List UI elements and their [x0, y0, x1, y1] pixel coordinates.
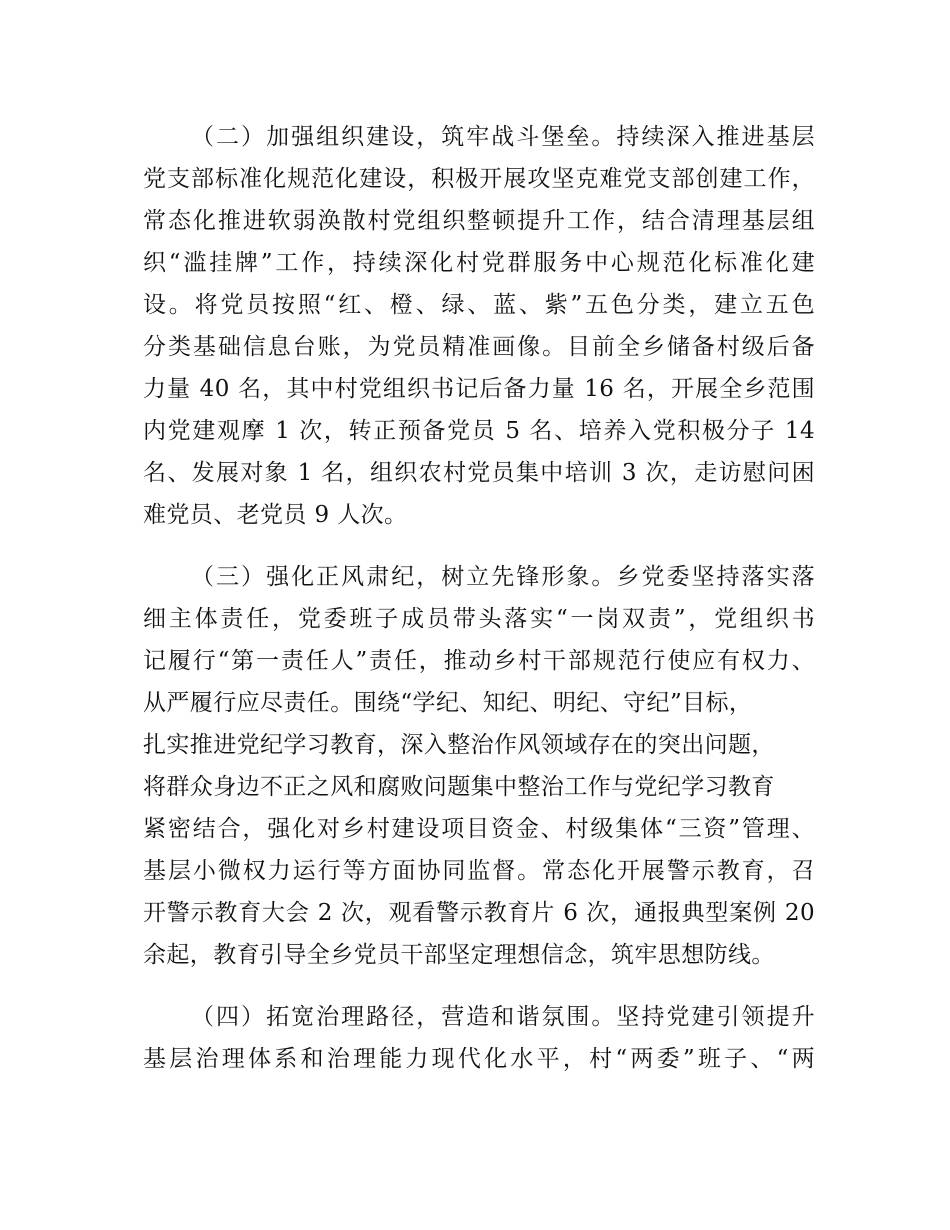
- text-line: 内党建观摩 1 次，转正预备党员 5 名、培养入党积极分子 14: [143, 418, 815, 444]
- text-line: 记履行“第一责任人”责任，推动乡村干部规范行使应有权力、: [143, 648, 815, 674]
- text-line: 难党员、老党员 9 人次。: [143, 502, 408, 528]
- text-line: 分类基础信息台账，为党员精准画像。目前全乡储备村级后备: [143, 334, 815, 360]
- text-line: 党支部标准化规范化建设，积极开展攻坚克难党支部创建工作，: [143, 166, 815, 192]
- text-line: 常态化推进软弱涣散村党组织整顿提升工作，结合清理基层组: [143, 208, 815, 234]
- text-line: 基层治理体系和治理能力现代化水平，村“两委”班子、“两: [143, 1046, 815, 1072]
- text-line: 力量 40 名，其中村党组织书记后备力量 16 名，开展全乡范围: [143, 376, 815, 402]
- text-line: 名、发展对象 1 名，组织农村党员集中培训 3 次，走访慰问困: [143, 460, 815, 486]
- paragraph-governance: [143, 996, 815, 1080]
- text-line: 将群众身边不正之风和腐败问题集中整治工作与党纪学习教育: [143, 774, 775, 800]
- text-line: 基层小微权力运行等方面协同监督。常态化开展警示教育，召: [143, 858, 815, 884]
- text-line: 织“滥挂牌”工作，持续深化村党群服务中心规范化标准化建: [143, 250, 815, 276]
- text-line: 设。将党员按照“红、橙、绿、蓝、紫”五色分类，建立五色: [143, 292, 815, 318]
- text-line: 余起，教育引导全乡党员干部坚定理想信念，筑牢思想防线。: [143, 942, 775, 968]
- text-line: 细主体责任，党委班子成员带头落实“一岗双责”，党组织书: [143, 606, 815, 632]
- paragraph-spacer: [143, 536, 815, 556]
- text-line: 紧密结合，强化对乡村建设项目资金、村级集体“三资”管理、: [143, 816, 815, 842]
- text-line: （二）加强组织建设，筑牢战斗堡垒。持续深入推进基层: [191, 124, 815, 150]
- text-line: （四）拓宽治理路径，营造和谐氛围。坚持党建引领提升: [191, 1004, 815, 1030]
- paragraph-spacer: [143, 976, 815, 996]
- text-line: 扎实推进党纪学习教育，深入整治作风领域存在的突出问题，: [143, 732, 775, 758]
- text-line: 从严履行应尽责任。围绕“学纪、知纪、明纪、守纪”目标，: [143, 690, 753, 716]
- text-line: （三）强化正风肃纪，树立先锋形象。乡党委坚持落实落: [191, 564, 815, 590]
- document-body: [143, 116, 815, 1080]
- paragraph-discipline: [143, 556, 815, 976]
- text-line: 开警示教育大会 2 次，观看警示教育片 6 次，通报典型案例 20: [143, 900, 815, 926]
- paragraph-organization-building: [143, 116, 815, 536]
